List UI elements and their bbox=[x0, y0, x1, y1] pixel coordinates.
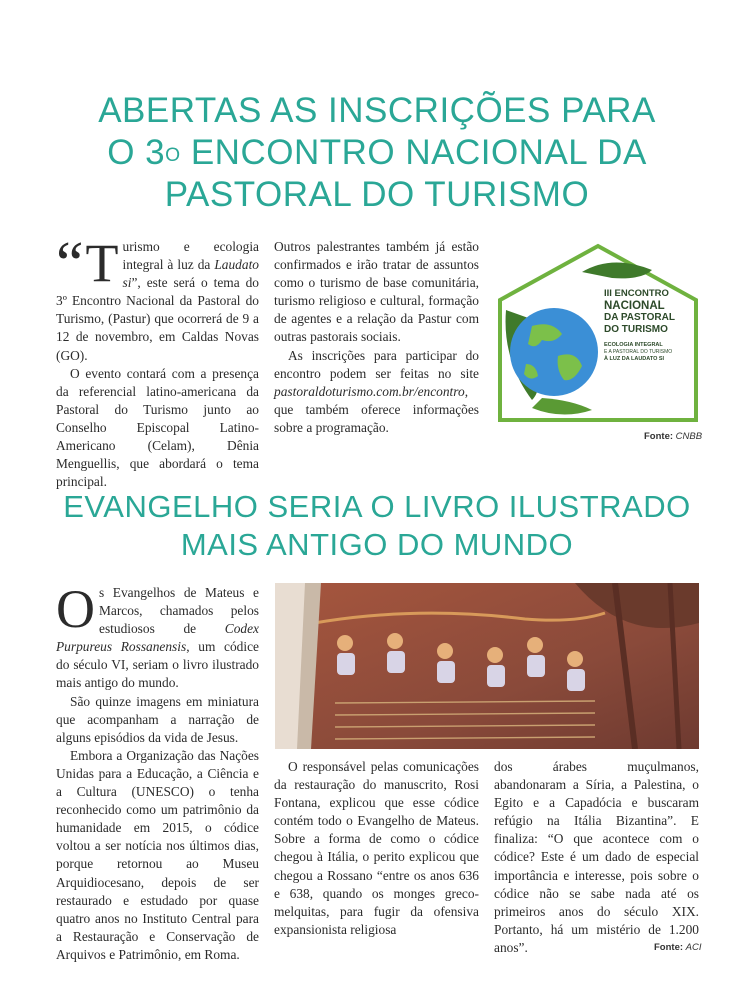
headline-line: O 3 bbox=[107, 133, 166, 172]
article1-headline bbox=[40, 90, 714, 216]
logo-text-line: E A PASTORAL DO TURISMO bbox=[604, 349, 673, 355]
logo-text bbox=[604, 288, 700, 363]
drop-cap: T bbox=[85, 233, 119, 293]
headline-line: MAIS ANTIGO DO MUNDO bbox=[180, 527, 574, 562]
paragraph: O evento contará com a presença da referencial latino-americana da Pastoral do Turismo junto ao Conselho Episcopal Latino-Americano (Celam), Dênia Menguellis, que abordará o tema principal. bbox=[56, 365, 259, 490]
text-run: s Evangelhos de Mateus e Marcos, chamados pelos estudiosos de bbox=[99, 585, 259, 637]
paragraph bbox=[56, 579, 259, 693]
text-run: , que também oferece informações sobre a programação. bbox=[274, 383, 479, 435]
logo-text-line: III ENCONTRO bbox=[604, 288, 669, 299]
article1-column-2 bbox=[274, 238, 479, 437]
headline-line: EVANGELHO SERIA O LIVRO ILUSTRADO bbox=[63, 489, 691, 524]
drop-cap: O bbox=[56, 579, 95, 639]
paragraph: São quinze imagens em miniatura que acompanham a narração de alguns episódios da vida de Jesus. bbox=[56, 693, 259, 745]
text-run: ”, este será o tema do 3º Encontro Nacional da Pastoral do Turismo, (Pastur) que ocorrerá de 9 a 12 de novembro, em Caldas Novas (GO). bbox=[56, 275, 259, 363]
paragraph: dos árabes muçulmanos, abandonaram a Síria, a Palestina, o Egito e a Capadócia e buscaram refúgio na Itália Bizantina”. E finaliza: “O que acontece com o códice? Este é um dado de especial importância e interesse, pois sobre o códice não se sabe nada até os primeiros anos do século XIX. Portanto, há um mistério de 1.200 anos”. bbox=[494, 759, 699, 955]
paragraph: Outros palestrantes também já estão confirmados e irão tratar de assuntos como o turismo de base comunitária, turismo religioso e cultural, formação de agentes e a relação da Pastur com outras pastorais sociais. bbox=[274, 239, 479, 345]
right-hand-icon bbox=[582, 262, 652, 278]
codex-manuscript-image bbox=[275, 583, 699, 749]
article2-headline bbox=[40, 488, 714, 564]
source-label: Fonte: bbox=[654, 942, 686, 953]
encontro-logo bbox=[492, 240, 704, 426]
article2-source bbox=[654, 942, 702, 953]
website-link-text: pastoraldoturismo.com.br/encontro bbox=[274, 383, 465, 399]
headline-ordinal: O bbox=[165, 144, 181, 166]
logo-text-line: À LUZ DA LAUDATO SI bbox=[604, 356, 665, 362]
headline-line: PASTORAL DO TURISMO bbox=[164, 175, 590, 214]
headline-line: ABERTAS AS INSCRIÇÕES PARA bbox=[98, 91, 656, 130]
article2-column-1 bbox=[56, 579, 259, 964]
paragraph bbox=[56, 230, 259, 365]
article1-source bbox=[644, 431, 702, 442]
article2-column-3 bbox=[494, 758, 699, 957]
article1-column-1 bbox=[56, 230, 259, 491]
codex-illustration-photo bbox=[275, 583, 699, 749]
source-label: Fonte: bbox=[644, 431, 676, 442]
italic-text: Codex Purpureus Rossanensis bbox=[56, 621, 259, 655]
paragraph: Embora a Organização das Nações Unidas para a Educação, a Ciência e a Cultura (UNESCO) o tenha reconhecido como um patrimônio da humanidade em 2015, o códice voltou a ser notícia nos últimos dias, porque retornou ao Museu Arquidiocesano, depois de ser restaurado e estudado por quase quatro anos no Instituto Central para a Restauração e Conservação de Arquivos e Patrimônio, em Roma. bbox=[56, 747, 259, 962]
open-quote-mark: “ bbox=[56, 230, 84, 298]
paragraph bbox=[274, 347, 479, 437]
article2-column-2 bbox=[274, 758, 479, 939]
paragraph: O responsável pelas comunicações da restauração do manuscrito, Rosi Fontana, explicou que esse códice contém todo o Evangelho de Mateus. Sobre a forma de como o códice chegou à Itália, o perito explicou que chegou a Rossano “entre os anos 636 e 638, quando os monges greco-melquitas, para fugir da ofensiva expansionista religiosa bbox=[274, 759, 479, 937]
logo-text-line: ECOLOGIA INTEGRAL bbox=[604, 342, 663, 348]
italic-text: Laudato si bbox=[122, 257, 259, 291]
text-run: As inscrições para participar do encontro podem ser feitas no site bbox=[274, 347, 479, 381]
text-run: urismo e ecologia integral à luz da bbox=[122, 239, 259, 273]
logo-text-line: DO TURISMO bbox=[604, 324, 668, 335]
globe-icon bbox=[510, 308, 598, 396]
text-run: , um códice do século VI, seriam o livro ilustrado mais antigo do mundo. bbox=[56, 639, 259, 691]
logo-text-line: NACIONAL bbox=[604, 300, 665, 312]
source-value: CNBB bbox=[675, 431, 703, 442]
source-value: ACI bbox=[685, 942, 702, 953]
headline-line: ENCONTRO NACIONAL DA bbox=[180, 133, 647, 172]
logo-text-line: DA PASTORAL bbox=[604, 312, 675, 323]
